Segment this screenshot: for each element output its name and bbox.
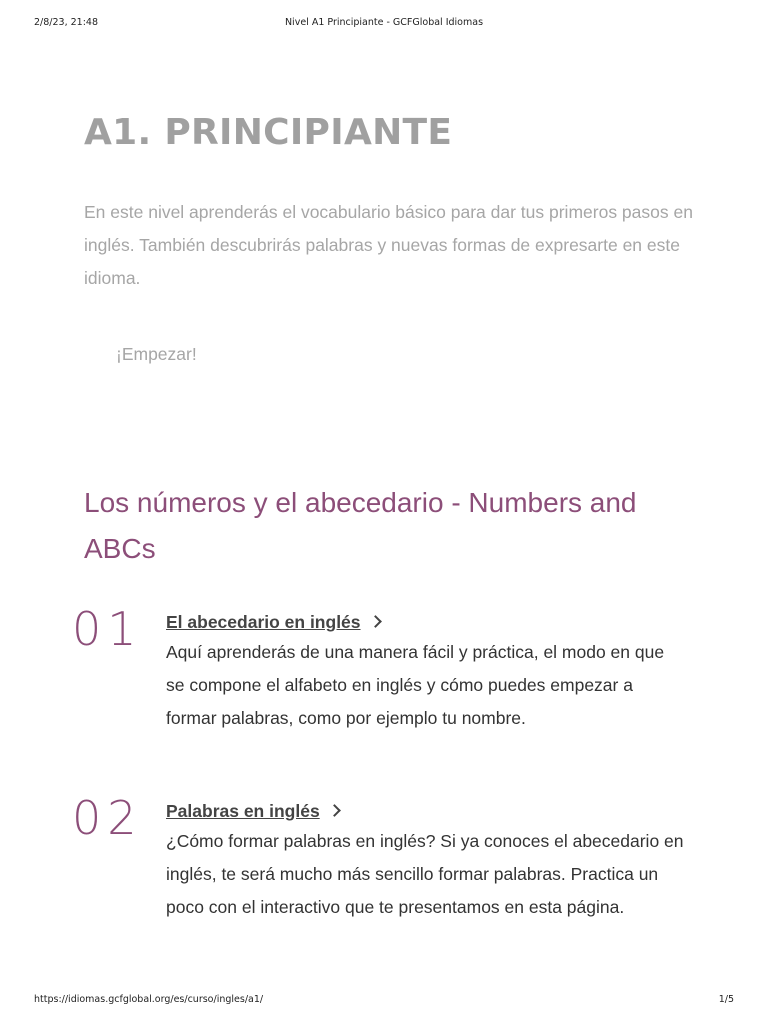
lesson-link-label: Palabras en inglés	[166, 801, 320, 821]
lesson-link-palabras[interactable]	[166, 801, 339, 822]
level-intro: En este nivel aprenderás el vocabulario básico para dar tus primeros pasos en inglés. También descubrirás palabras y nuevas formas de expresarte en este idioma.	[84, 202, 693, 288]
lesson-link-label: El abecedario en inglés	[166, 612, 361, 632]
section-title: Los números y el abecedario - Numbers and ABCs	[84, 487, 637, 564]
level-title: A1. PRINCIPIANTE	[84, 112, 453, 153]
lesson-number: 02	[72, 791, 143, 845]
chevron-right-icon	[369, 615, 382, 628]
print-url: https://idiomas.gcfglobal.org/es/curso/ingles/a1/	[34, 994, 264, 1005]
print-footer	[34, 994, 734, 1008]
print-page-title: Nivel A1 Principiante - GCFGlobal Idiomas	[284, 17, 484, 28]
print-date: 2/8/23, 21:48	[34, 17, 98, 28]
start-link[interactable]: ¡Empezar!	[116, 344, 197, 364]
lesson-number: 01	[72, 602, 143, 656]
print-page-number: 1/5	[718, 994, 734, 1005]
lesson-description: ¿Cómo formar palabras en inglés? Si ya conoces el abecedario en inglés, te será mucho más sencillo formar palabras. Practica un poco con el interactivo que te presentamos en esta página.	[166, 831, 684, 917]
chevron-right-icon	[328, 804, 341, 817]
lesson-description: Aquí aprenderás de una manera fácil y práctica, el modo en que se compone el alfabeto en inglés y cómo puedes empezar a formar palabras, como por ejemplo tu nombre.	[166, 642, 665, 728]
print-header	[34, 17, 734, 31]
lesson-link-abecedario[interactable]	[166, 612, 380, 633]
